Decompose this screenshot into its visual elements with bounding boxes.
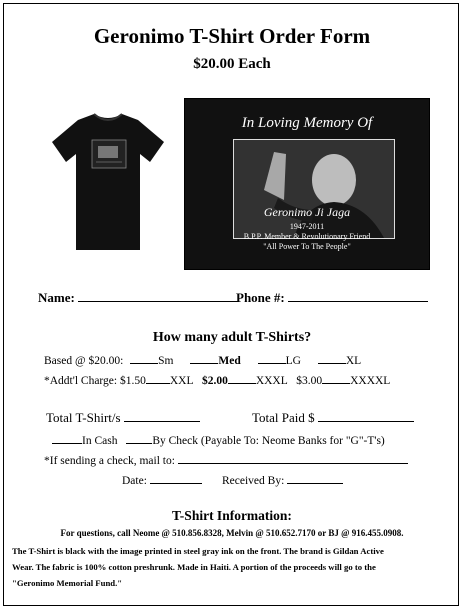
name-field[interactable] bbox=[78, 290, 238, 302]
check-label: By Check (Payable To: Neome Banks for "G"-T's) bbox=[152, 435, 385, 447]
tshirt-image bbox=[48, 112, 168, 252]
size-med: Med bbox=[218, 355, 241, 367]
xxxxl-qty-field[interactable] bbox=[322, 372, 350, 384]
info-line-3: Wear. The fabric is 100% cotton preshrunk. Made in Haiti. A portion of the proceeds will go to the bbox=[12, 562, 376, 572]
poster-quote: "All Power To The People" bbox=[263, 242, 351, 251]
size-xl: XL bbox=[345, 355, 362, 367]
name-row bbox=[38, 290, 238, 306]
memorial-poster bbox=[184, 98, 430, 270]
addl-price-3: $3.00 bbox=[296, 375, 323, 387]
size-lg: LG bbox=[285, 355, 301, 367]
size-sm: Sm bbox=[158, 355, 174, 367]
total-paid-label: Total Paid $ bbox=[252, 410, 315, 425]
addl-size-2: XXXL bbox=[255, 375, 288, 387]
xxxl-qty-field[interactable] bbox=[228, 372, 256, 384]
info-line-2: The T-Shirt is black with the image printed in steel gray ink on the front. The brand is Gildan Active bbox=[12, 546, 384, 556]
info-line-4: "Geronimo Memorial Fund." bbox=[12, 578, 123, 588]
total-shirts-label: Total T-Shirt/s bbox=[46, 410, 121, 425]
addl-size-1: XXL bbox=[169, 375, 194, 387]
addl-price-1: $1.50 bbox=[119, 375, 146, 387]
payment-row bbox=[52, 432, 385, 447]
received-row bbox=[222, 472, 343, 487]
phone-field[interactable] bbox=[288, 290, 428, 302]
addl-price-2: $2.00 bbox=[201, 375, 228, 387]
date-row bbox=[122, 472, 202, 487]
cash-field[interactable] bbox=[52, 432, 82, 444]
mail-address-field[interactable] bbox=[178, 452, 408, 464]
total-paid-field[interactable] bbox=[318, 410, 414, 422]
received-label: Received By: bbox=[222, 475, 285, 487]
xxl-qty-field[interactable] bbox=[146, 372, 170, 384]
total-paid-row bbox=[252, 410, 414, 426]
date-field[interactable] bbox=[150, 472, 202, 484]
poster-heading: In Loving Memory Of bbox=[241, 115, 373, 131]
based-label: Based @ $20.00: bbox=[44, 355, 124, 367]
date-label: Date: bbox=[122, 475, 147, 487]
phone-row bbox=[236, 290, 428, 306]
addl-charge-row bbox=[44, 372, 390, 387]
addl-label: *Addt'l Charge: bbox=[44, 375, 118, 387]
xl-qty-field[interactable] bbox=[318, 352, 346, 364]
sm-qty-field[interactable] bbox=[130, 352, 158, 364]
phone-label: Phone #: bbox=[236, 290, 285, 305]
mail-row bbox=[44, 452, 408, 467]
qty-heading: How many adult T-Shirts? bbox=[152, 330, 312, 345]
form-title: Geronimo T-Shirt Order Form bbox=[93, 24, 371, 48]
received-by-field[interactable] bbox=[287, 472, 343, 484]
name-label: Name: bbox=[38, 290, 75, 305]
mail-label: *If sending a check, mail to: bbox=[44, 455, 175, 467]
med-qty-field[interactable] bbox=[190, 352, 218, 364]
total-shirts-field[interactable] bbox=[124, 410, 200, 422]
check-field[interactable] bbox=[126, 432, 152, 444]
price-label: $20.00 Each bbox=[193, 56, 271, 72]
info-heading: T-Shirt Information: bbox=[172, 508, 292, 523]
poster-years: 1947-2011 bbox=[289, 222, 325, 231]
total-shirts-row bbox=[46, 410, 200, 426]
cash-label: In Cash bbox=[82, 435, 118, 447]
poster-name: Geronimo Ji Jaga bbox=[263, 205, 351, 219]
lg-qty-field[interactable] bbox=[258, 352, 286, 364]
info-contacts: For questions, call Neome @ 510.856.8328, Melvin @ 510.652.7170 or BJ @ 916.455.0908. bbox=[60, 528, 404, 538]
based-row bbox=[44, 352, 361, 367]
poster-role: B.P.P. Member & Revolutionary Friend bbox=[243, 232, 371, 241]
addl-size-3: XXXXL bbox=[350, 375, 391, 387]
